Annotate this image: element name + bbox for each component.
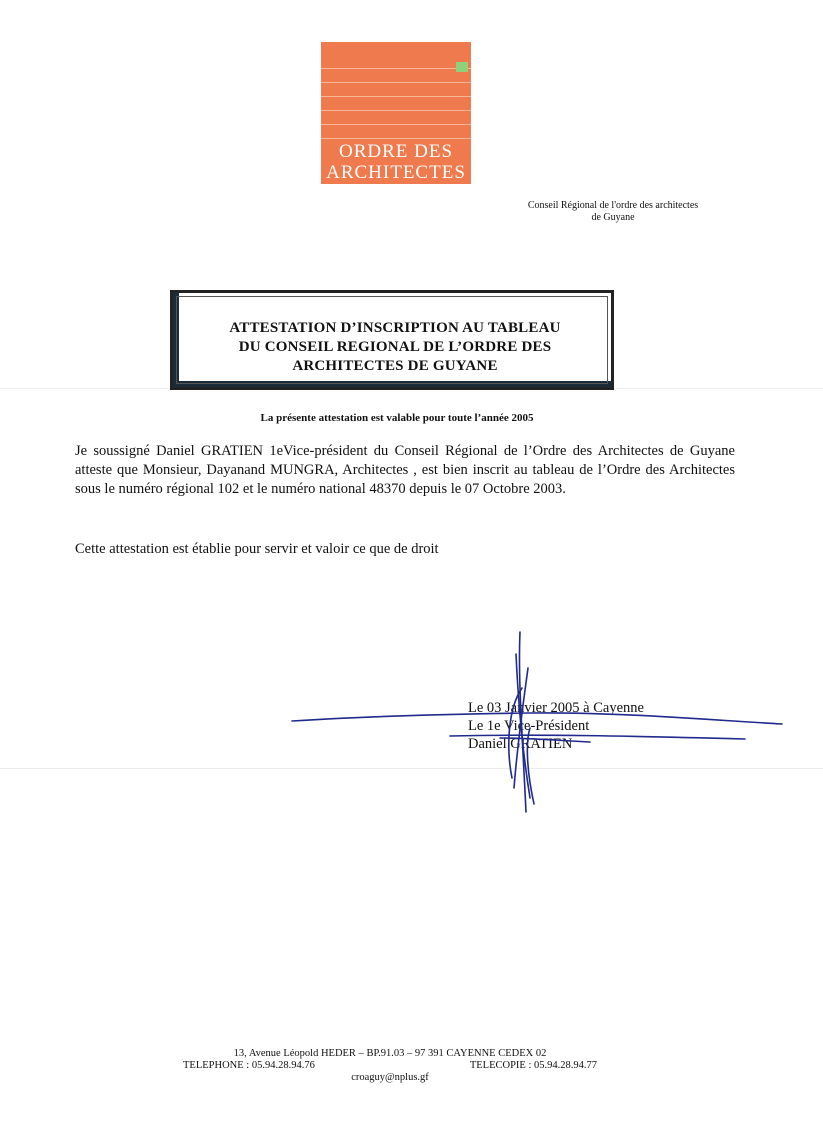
validity-statement: La présente attestation est valable pour toute l’année 2005: [260, 412, 534, 424]
logo-text-line2: ARCHITECTES: [326, 162, 466, 183]
footer-telecopie: TELECOPIE : 05.94.28.94.77: [469, 1060, 597, 1071]
footer: [175, 1048, 605, 1084]
handwritten-signature: [290, 628, 790, 818]
footer-telephone: TELEPHONE : 05.94.28.94.76: [183, 1060, 315, 1071]
attestation-body: Je soussigné Daniel GRATIEN 1eVice-président du Conseil Régional de l’Ordre des Architectes de Guyane atteste que Monsieur, Dayanand MUNGRA, Architectes , est bien inscrit au tableau de l’Ordre des Architectes sous le numéro régional 102 et le numéro national 48370 depuis le 07 Octobre 2003.: [75, 443, 735, 497]
signature-date-line: Le 03 Janvier 2005 à Cayenne: [468, 700, 644, 716]
title-box: [170, 290, 614, 390]
footer-email: croaguy@nplus.gf: [351, 1072, 429, 1083]
closing-statement: Cette attestation est établie pour servir et valoir ce que de droit: [75, 541, 439, 557]
council-line1: Conseil Régional de l'ordre des architectes: [527, 200, 699, 211]
document-title: [193, 319, 597, 376]
ordre-des-architectes-logo: [321, 42, 471, 184]
title-line3: ARCHITECTES DE GUYANE: [292, 358, 498, 374]
logo-green-mark: [456, 62, 468, 72]
council-name: [488, 200, 738, 224]
council-line2: de Guyane: [591, 212, 635, 223]
title-line2: DU CONSEIL REGIONAL DE L’ORDRE DES: [238, 339, 552, 355]
footer-address: 13, Avenue Léopold HEDER – BP.91.03 – 97 391 CAYENNE CEDEX 02: [233, 1048, 547, 1059]
signature-role-line: Le 1e Vice-Président: [468, 718, 590, 734]
logo-text-line1: ORDRE DES: [338, 141, 454, 162]
title-line1: ATTESTATION D’INSCRIPTION AU TABLEAU: [229, 320, 561, 336]
signature-name-line: Daniel GRATIEN: [468, 736, 573, 752]
